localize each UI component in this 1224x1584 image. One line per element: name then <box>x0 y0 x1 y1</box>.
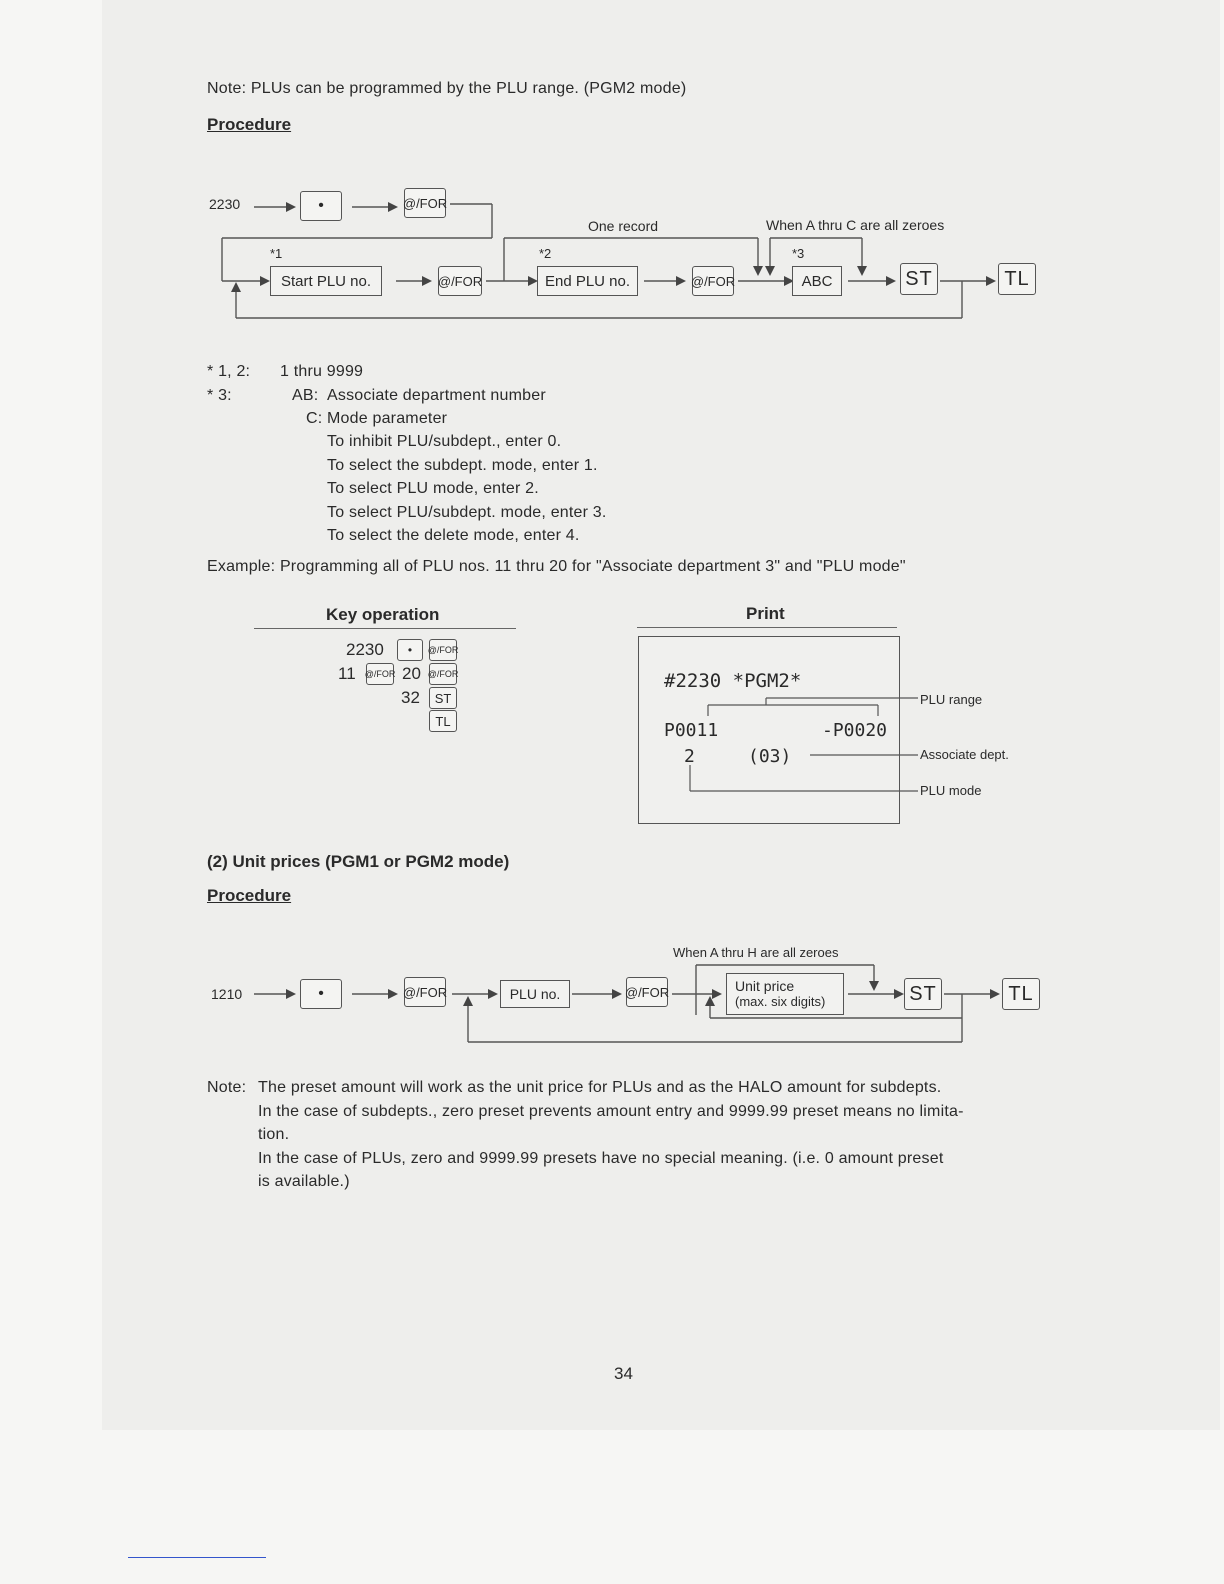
receipt-range-end: -P0020 <box>822 720 888 741</box>
end-plu-box: End PLU no. <box>537 266 638 296</box>
mode-option: To select PLU/subdept. mode, enter 3. <box>327 504 607 521</box>
print-title: Print <box>746 604 785 623</box>
footnote-c-label: C: <box>306 410 323 427</box>
at-for-key: @/FOR <box>404 977 446 1007</box>
at-for-key: @/FOR <box>438 266 482 296</box>
note-plu-range: Note: PLUs can be programmed by the PLU range. (PGM2 mode) <box>207 80 687 97</box>
footnote-12-label: * 1, 2: <box>207 363 251 380</box>
bottom-note-line: is available.) <box>258 1173 350 1190</box>
tl-key: TL <box>1002 978 1040 1010</box>
at-for-key: @/FOR <box>366 663 394 685</box>
footnote-12-text: 1 thru 9999 <box>280 363 364 380</box>
receipt-dept: (03) <box>748 746 792 767</box>
at-for-key: @/FOR <box>429 663 457 685</box>
footnote-c-text: Mode parameter <box>327 410 448 427</box>
receipt-line-header: #2230 *PGM2* <box>664 670 802 692</box>
plu-no-box: PLU no. <box>500 980 570 1008</box>
note-marker-3: *3 <box>792 246 805 261</box>
procedure-heading-2: Procedure <box>207 886 292 905</box>
zeroes-note-abc: When A thru C are all zeroes <box>766 217 945 233</box>
tl-key: TL <box>998 263 1036 295</box>
label-associate-dept: Associate dept. <box>920 747 1009 762</box>
example-text: Example: Programming all of PLU nos. 11 thru 20 for "Associate department 3" and "PLU mode" <box>207 558 906 575</box>
mode-option: To select the subdept. mode, enter 1. <box>327 457 598 474</box>
bottom-link-underline <box>128 1557 266 1558</box>
dot-key: • <box>397 639 423 661</box>
key-op-number: 32 <box>401 688 420 707</box>
at-for-key: @/FOR <box>692 266 734 296</box>
st-key: ST <box>904 978 942 1010</box>
bottom-note-line: tion. <box>258 1126 290 1143</box>
one-record-label: One record <box>588 218 659 234</box>
at-for-key: @/FOR <box>429 639 457 661</box>
footnote-3-label: * 3: <box>207 387 232 404</box>
at-for-key: @/FOR <box>626 977 668 1007</box>
footnote-ab-text: Associate department number <box>327 387 546 404</box>
bottom-note-line: In the case of PLUs, zero and 9999.99 presets have no special meaning. (i.e. 0 amount preset <box>258 1150 944 1167</box>
zeroes-note-unit-price: When A thru H are all zeroes <box>673 945 839 960</box>
page-number: 34 <box>614 1364 633 1383</box>
receipt-range-start: P0011 <box>664 720 719 741</box>
mode-option: To inhibit PLU/subdept., enter 0. <box>327 433 562 450</box>
procedure-heading-1: Procedure <box>207 115 292 134</box>
key-op-number: 2230 <box>346 640 384 659</box>
bottom-note-line: The preset amount will work as the unit price for PLUs and as the HALO amount for subdepts. <box>258 1079 942 1096</box>
section2-heading: (2) Unit prices (PGM1 or PGM2 mode) <box>207 852 510 871</box>
start-plu-box: Start PLU no. <box>270 266 382 296</box>
tl-key: TL <box>429 710 457 732</box>
receipt-mode-digit: 2 <box>684 746 695 767</box>
mode-option: To select PLU mode, enter 2. <box>327 480 539 497</box>
label-plu-mode: PLU mode <box>920 783 982 798</box>
note-marker-2: *2 <box>539 246 552 261</box>
mode-option: To select the delete mode, enter 4. <box>327 527 580 544</box>
bottom-note-line: In the case of subdepts., zero preset prevents amount entry and 9999.99 preset means no limita- <box>258 1103 964 1120</box>
bottom-note-label: Note: <box>207 1079 247 1096</box>
st-key: ST <box>900 263 938 295</box>
unit-price-box <box>726 973 844 1015</box>
dot-key: • <box>300 979 342 1009</box>
footnote-ab-label: AB: <box>292 387 319 404</box>
unit-price-sublabel: (max. six digits) <box>735 994 826 1009</box>
dot-key: • <box>300 191 342 221</box>
at-for-key: @/FOR <box>404 188 446 218</box>
key-op-number: 20 <box>402 664 421 683</box>
flow2-start-code: 1210 <box>211 986 243 1002</box>
unit-price-label: Unit price <box>735 978 795 994</box>
abc-box: ABC <box>792 266 842 296</box>
label-plu-range: PLU range <box>920 692 983 707</box>
note-marker-1: *1 <box>270 246 283 261</box>
st-key: ST <box>429 687 457 709</box>
key-operation-title: Key operation <box>326 605 440 624</box>
flow1-start-code: 2230 <box>209 196 241 212</box>
key-op-number: 11 <box>338 664 356 683</box>
